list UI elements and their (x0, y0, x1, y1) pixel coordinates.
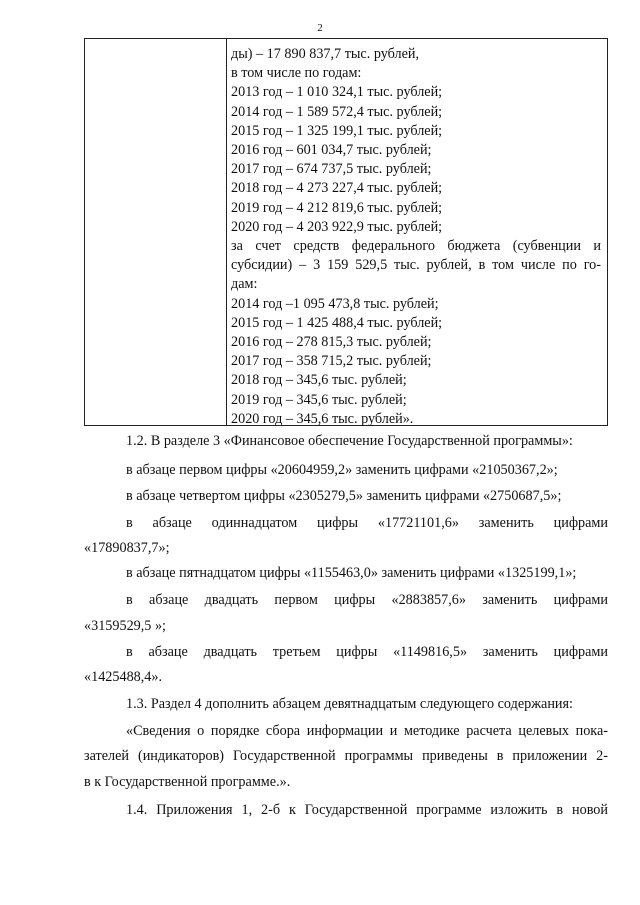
table-line: 2014 год – 1 589 572,4 тыс. рублей; (231, 103, 443, 120)
table-content-cell (231, 45, 601, 429)
paragraph-1-3: 1.3. Раздел 4 дополнить абзацем девятнадцатым следующего содержания: (126, 696, 573, 712)
table-line: за счет средств федерального бюджета (субвенции и (231, 238, 601, 255)
quote-line-1: «Сведения о порядке сбора информации и методике расчета целевых пока- (126, 723, 608, 739)
table-line: 2018 год – 4 273 227,4 тыс. рублей; (231, 180, 443, 197)
table-line: 2019 год – 4 212 819,6 тыс. рублей; (231, 199, 443, 216)
table-line: ды) – 17 890 837,7 тыс. рублей, (231, 46, 420, 62)
paragraph-first: в абзаце первом цифры «20604959,2» заменить цифрами «21050367,2»; (126, 462, 558, 478)
table-line: 2020 год – 4 203 922,9 тыс. рублей; (231, 218, 443, 235)
paragraph-fourth: в абзаце четвертом цифры «2305279,5» заменить цифрами «2750687,5»; (126, 488, 562, 504)
table-line: 2018 год – 345,6 тыс. рублей; (231, 372, 407, 389)
paragraph-twenty-third: в абзаце двадцать третьем цифры «1149816,5» заменить цифрами (126, 644, 608, 660)
table-line: 2015 год – 1 425 488,4 тыс. рублей; (231, 314, 443, 331)
paragraph-fifteenth: в абзаце пятнадцатом цифры «1155463,0» заменить цифрами «1325199,1»; (126, 565, 577, 581)
table-line: 2019 год – 345,6 тыс. рублей; (231, 391, 407, 408)
passport-table (84, 38, 608, 426)
table-line: 2014 год –1 095 473,8 тыс. рублей; (231, 295, 439, 312)
table-line: в том числе по годам: (231, 65, 362, 82)
table-line: дам: (231, 276, 258, 293)
paragraph-eleventh-cont: «17890837,7»; (84, 540, 170, 556)
table-line: 2015 год – 1 325 199,1 тыс. рублей; (231, 122, 443, 139)
paragraph-1-4: 1.4. Приложения 1, 2-б к Государственной программе изложить в новой (126, 802, 608, 818)
table-line: субсидии) – 3 159 529,5 тыс. рублей, в том числе по го- (231, 257, 601, 274)
paragraph-twenty-first: в абзаце двадцать первом цифры «2883857,6» заменить цифрами (126, 592, 608, 608)
quote-line-3: в к Государственной программе.». (84, 774, 291, 790)
table-line: 2016 год – 278 815,3 тыс. рублей; (231, 334, 432, 351)
paragraph-twenty-third-cont: «1425488,4». (84, 669, 163, 685)
quote-line-2: зателей (индикаторов) Государственной программы приведены в приложении 2- (84, 748, 608, 764)
page-number: 2 (317, 22, 323, 34)
paragraph-eleventh: в абзаце одиннадцатом цифры «17721101,6» заменить цифрами (126, 515, 608, 531)
table-line: 2017 год – 358 715,2 тыс. рублей; (231, 353, 432, 370)
table-line: 2013 год – 1 010 324,1 тыс. рублей; (231, 84, 443, 101)
table-line: 2020 год – 345,6 тыс. рублей». (231, 410, 414, 427)
table-line: 2017 год – 674 737,5 тыс. рублей; (231, 161, 432, 178)
paragraph-1-2: 1.2. В разделе 3 «Финансовое обеспечение Государственной программы»: (126, 433, 573, 449)
table-line: 2016 год – 601 034,7 тыс. рублей; (231, 142, 432, 159)
paragraph-twenty-first-cont: «3159529,5 »; (84, 618, 166, 634)
table-column-divider (226, 39, 227, 425)
